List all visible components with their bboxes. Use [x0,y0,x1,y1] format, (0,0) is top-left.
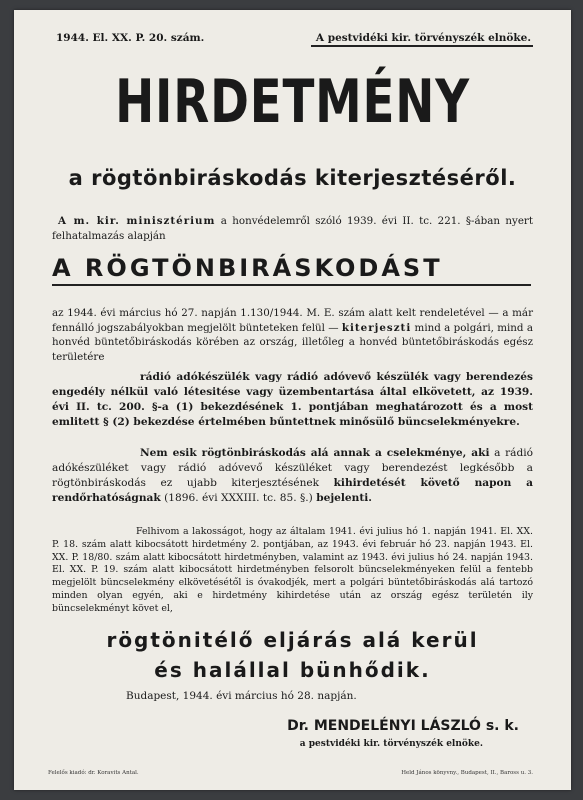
intro-bold: A m. kir. minisztérium [58,215,216,227]
poster-title: HIRDETMÉNY [115,67,470,137]
para3-text-b: a rádió adókészüléket vagy rádió adóvevő készüléket vagy berendezést legkésőbb a rögtönbiráskodás ez ujabb kiterjesztésének [52,447,533,489]
para3-bold-e: bejelenti. [316,492,372,504]
signature-title: a pestvidéki kir. törvényszék elnöke. [299,739,483,749]
paragraph-1 [52,306,533,364]
para3-bold-c: kihirdetését követő napon a rendőrhatóságnak [52,477,533,504]
main-heading: A RÖGTÖNBIRÁSKODÁST [52,254,531,286]
para1-bold: kiterjeszti [341,321,412,334]
verdict-line-2: és halállal bünhődik. [154,658,431,682]
paragraph-2: rádió adókészülék vagy rádió adóvevő készülék vagy berendezés engedély nélkül való létesitése vagy üzembentartása által elkövetett, az 1939. évi II. tc. 200. §-a (1) bekezdésének 1. pontjában meghatározott és a most emlitett § (2) bekezdése értelmében bűntettnek minősülő büncselekményekre. [52,371,533,428]
header-underline [311,45,533,47]
para1-text-a: az 1944. évi március hó 27. napján 1.130/1944. M. E. szám alatt kelt rendeletével — a már fennálló jogszabályokban megjelölt bünteteken felül — [52,307,533,334]
intro-paragraph [52,214,533,243]
para3-text-d: (1896. évi XXXIII. tc. 85. §.) [160,492,317,504]
signature-name: Dr. MENDELÉNYI LÁSZLÓ s. k. [287,718,519,734]
paragraph-3 [52,446,533,506]
footer-printer: Held János könyvny., Budapest, II., Baross u. 3. [401,770,533,776]
verdict-line-1: rögtönitélő eljárás alá kerül [106,628,479,652]
footer-publisher: Felelős kiadó: dr. Koravits Antal. [48,770,139,776]
paragraph-4: Felhivom a lakosságot, hogy az általam 1941. évi julius hó 1. napján 1941. El. XX. P. 18. szám alatt kibocsátott hirdetmény 2. pontjában, az 1943. évi február hó 23. napján 1943. El. XX. P. 18/80. szám alatt kibocsátott hirdetményben, valamint az 1943. évi julius hó 24. napján 1943. El. XX. P. 19. szám alatt kibocsátott hirdetményben felsorolt büncselekményeken felül a fentebb megjelölt büncselekmény elkövetésétől is óvakodjék, mert a polgári büntetőbiráskodás alá tartozó minden olyan egyén, aki e hirdetmény kihirdetése után az ország egész területén ily büncselekményt követ el, [52,526,533,614]
para1-text-c: mind a polgári, mind a honvéd büntetőbiráskodás körében az ország, illetőleg a honvéd büntetőbiráskodás egész területére [52,321,533,363]
poster-sheet [14,10,571,790]
poster-subtitle: a rögtönbiráskodás kiterjesztéséről. [68,166,517,190]
intro-rest: a honvédelemről szóló 1939. évi II. tc. 221. §-ában nyert felhatalmazás alapján [52,215,533,242]
para3-bold-a: Nem esik rögtönbiráskodás alá annak a cselekménye, aki [140,447,490,459]
dateline: Budapest, 1944. évi március hó 28. napján. [126,690,357,702]
document-number: 1944. El. XX. P. 20. szám. [56,32,205,44]
issuer-header: A pestvidéki kir. törvényszék elnöke. [315,32,531,44]
